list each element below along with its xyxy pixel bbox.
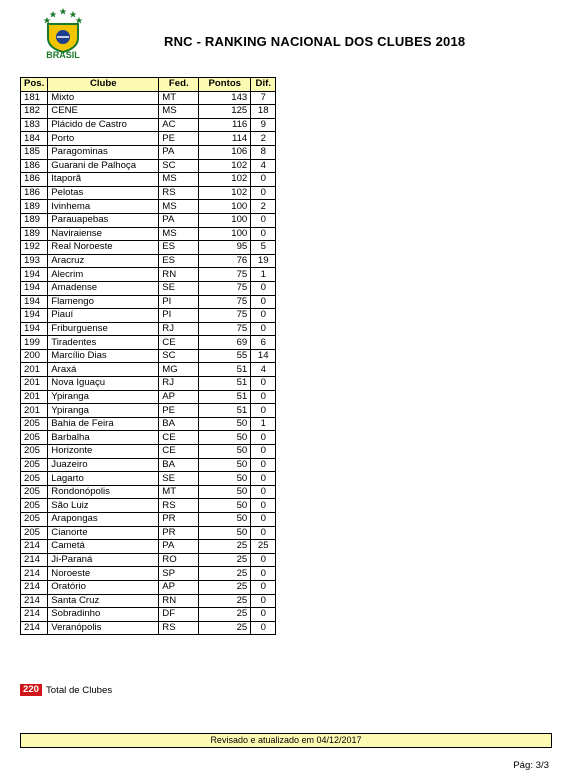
cell-dif: 0 — [251, 295, 276, 309]
column-header-fed: Fed. — [159, 78, 199, 92]
cell-fed: PA — [159, 213, 199, 227]
cell-clube: Oratório — [48, 580, 159, 594]
cell-fed: AC — [159, 118, 199, 132]
cell-dif: 0 — [251, 513, 276, 527]
cell-clube: Horizonte — [48, 445, 159, 459]
cell-fed: PR — [159, 513, 199, 527]
cell-dif: 0 — [251, 458, 276, 472]
cell-fed: RS — [159, 186, 199, 200]
cell-pos: 185 — [21, 145, 48, 159]
table-row — [21, 159, 276, 173]
cell-clube: Parauapebas — [48, 213, 159, 227]
cell-pos: 201 — [21, 363, 48, 377]
cell-pos: 214 — [21, 553, 48, 567]
table-row — [21, 295, 276, 309]
cell-dif: 8 — [251, 145, 276, 159]
cell-clube: Veranópolis — [48, 621, 159, 635]
cell-pontos: 25 — [199, 567, 251, 581]
cell-clube: Ypiranga — [48, 390, 159, 404]
cell-pos: 205 — [21, 445, 48, 459]
cell-dif: 0 — [251, 594, 276, 608]
cell-fed: CE — [159, 445, 199, 459]
cell-pos: 205 — [21, 485, 48, 499]
cell-pos: 201 — [21, 390, 48, 404]
total-clubs-label: Total de Clubes — [46, 684, 113, 696]
cell-clube: Lagarto — [48, 472, 159, 486]
cell-pos: 201 — [21, 377, 48, 391]
cell-fed: MS — [159, 227, 199, 241]
cell-pontos: 75 — [199, 281, 251, 295]
cell-dif: 14 — [251, 349, 276, 363]
table-row — [21, 132, 276, 146]
table-row — [21, 499, 276, 513]
table-row — [21, 241, 276, 255]
cell-pos: 214 — [21, 580, 48, 594]
table-row — [21, 458, 276, 472]
cell-dif: 0 — [251, 404, 276, 418]
cell-fed: SC — [159, 349, 199, 363]
cell-dif: 0 — [251, 281, 276, 295]
table-row — [21, 621, 276, 635]
cell-pontos: 50 — [199, 472, 251, 486]
cell-clube: Sobradinho — [48, 608, 159, 622]
cell-clube: Arapongas — [48, 513, 159, 527]
cell-fed: CE — [159, 431, 199, 445]
cell-dif: 0 — [251, 553, 276, 567]
cell-clube: Aracruz — [48, 254, 159, 268]
cell-dif: 0 — [251, 608, 276, 622]
cell-pontos: 25 — [199, 608, 251, 622]
cell-pontos: 100 — [199, 213, 251, 227]
cell-dif: 18 — [251, 105, 276, 119]
cell-dif: 0 — [251, 322, 276, 336]
cell-dif: 2 — [251, 132, 276, 146]
cell-clube: Alecrim — [48, 268, 159, 282]
table-row — [21, 363, 276, 377]
cell-pontos: 100 — [199, 200, 251, 214]
cell-dif: 4 — [251, 159, 276, 173]
cell-clube: Naviraiense — [48, 227, 159, 241]
cell-clube: Flamengo — [48, 295, 159, 309]
cell-clube: Piauí — [48, 309, 159, 323]
cell-pontos: 102 — [199, 186, 251, 200]
revision-note: Revisado e atualizado em 04/12/2017 — [20, 733, 552, 748]
cell-dif: 0 — [251, 445, 276, 459]
cell-pontos: 50 — [199, 431, 251, 445]
cell-pontos: 51 — [199, 404, 251, 418]
cell-clube: Ivinhema — [48, 200, 159, 214]
cell-dif: 9 — [251, 118, 276, 132]
cell-clube: Nova Iguaçu — [48, 377, 159, 391]
cell-fed: AP — [159, 580, 199, 594]
cell-fed: AP — [159, 390, 199, 404]
cell-fed: MS — [159, 200, 199, 214]
cell-pontos: 143 — [199, 91, 251, 105]
table-row — [21, 254, 276, 268]
cell-fed: MS — [159, 105, 199, 119]
table-header-row — [21, 78, 276, 92]
cell-dif: 0 — [251, 186, 276, 200]
cell-pontos: 51 — [199, 363, 251, 377]
table-row — [21, 336, 276, 350]
cell-clube: CENE — [48, 105, 159, 119]
cell-fed: RJ — [159, 322, 199, 336]
cell-pontos: 50 — [199, 485, 251, 499]
cell-clube: Santa Cruz — [48, 594, 159, 608]
cell-clube: Friburguense — [48, 322, 159, 336]
total-clubs — [20, 684, 112, 696]
cell-dif: 0 — [251, 499, 276, 513]
cell-clube: Noroeste — [48, 567, 159, 581]
cell-dif: 0 — [251, 472, 276, 486]
table-row — [21, 200, 276, 214]
cell-clube: Tiradentes — [48, 336, 159, 350]
cell-pos: 205 — [21, 526, 48, 540]
page-title: RNC - RANKING NACIONAL DOS CLUBES 2018 — [164, 34, 466, 49]
cell-pos: 200 — [21, 349, 48, 363]
cell-clube: Ypiranga — [48, 404, 159, 418]
cell-fed: PA — [159, 540, 199, 554]
cell-pos: 199 — [21, 336, 48, 350]
cell-pontos: 75 — [199, 268, 251, 282]
cell-clube: Plácido de Castro — [48, 118, 159, 132]
cell-dif: 6 — [251, 336, 276, 350]
cell-dif: 0 — [251, 580, 276, 594]
cell-pontos: 50 — [199, 526, 251, 540]
cell-dif: 0 — [251, 526, 276, 540]
cell-clube: Real Noroeste — [48, 241, 159, 255]
column-header-clube: Clube — [48, 78, 159, 92]
logo-text: BRASIL — [46, 50, 80, 60]
cell-clube: Ji-Paraná — [48, 553, 159, 567]
cell-dif: 0 — [251, 621, 276, 635]
cell-pontos: 51 — [199, 390, 251, 404]
cell-pos: 194 — [21, 309, 48, 323]
cell-pos: 205 — [21, 458, 48, 472]
cell-fed: RS — [159, 621, 199, 635]
table-row — [21, 485, 276, 499]
cell-pos: 194 — [21, 281, 48, 295]
table-row — [21, 445, 276, 459]
cell-pos: 214 — [21, 594, 48, 608]
cell-clube: Itaporã — [48, 173, 159, 187]
cell-pos: 194 — [21, 295, 48, 309]
cell-pos: 189 — [21, 227, 48, 241]
cell-pontos: 102 — [199, 173, 251, 187]
cell-fed: MT — [159, 91, 199, 105]
total-clubs-badge: 220 — [20, 684, 42, 696]
table-row — [21, 145, 276, 159]
cell-pontos: 25 — [199, 594, 251, 608]
table-row — [21, 281, 276, 295]
cell-pontos: 75 — [199, 295, 251, 309]
cell-clube: Rondonópolis — [48, 485, 159, 499]
cell-clube: Bahia de Feira — [48, 417, 159, 431]
cell-dif: 0 — [251, 309, 276, 323]
page-number: Pág: 3/3 — [513, 760, 549, 771]
table-row — [21, 105, 276, 119]
table-row — [21, 186, 276, 200]
cell-clube: Marcílio Dias — [48, 349, 159, 363]
cell-fed: PA — [159, 145, 199, 159]
table-row — [21, 349, 276, 363]
cell-fed: RS — [159, 499, 199, 513]
cell-pos: 205 — [21, 499, 48, 513]
table-row — [21, 594, 276, 608]
cell-fed: MS — [159, 173, 199, 187]
cell-clube: São Luiz — [48, 499, 159, 513]
cell-fed: RN — [159, 594, 199, 608]
cell-pontos: 50 — [199, 499, 251, 513]
cell-pos: 205 — [21, 472, 48, 486]
cell-fed: CE — [159, 336, 199, 350]
cell-fed: RN — [159, 268, 199, 282]
cell-pontos: 114 — [199, 132, 251, 146]
table-row — [21, 268, 276, 282]
cell-pos: 182 — [21, 105, 48, 119]
cell-pontos: 25 — [199, 621, 251, 635]
cell-clube: Mixto — [48, 91, 159, 105]
ranking-table-body — [21, 91, 276, 635]
cell-clube: Cianorte — [48, 526, 159, 540]
cell-clube: Cametá — [48, 540, 159, 554]
cell-fed: MG — [159, 363, 199, 377]
cell-pontos: 25 — [199, 580, 251, 594]
cell-dif: 25 — [251, 540, 276, 554]
cell-dif: 0 — [251, 485, 276, 499]
cell-pos: 214 — [21, 567, 48, 581]
cell-pos: 189 — [21, 200, 48, 214]
cell-pontos: 75 — [199, 309, 251, 323]
cell-pontos: 106 — [199, 145, 251, 159]
table-row — [21, 227, 276, 241]
cell-fed: PE — [159, 404, 199, 418]
cell-fed: RO — [159, 553, 199, 567]
cell-dif: 0 — [251, 377, 276, 391]
table-row — [21, 91, 276, 105]
cell-dif: 0 — [251, 213, 276, 227]
cell-pos: 205 — [21, 431, 48, 445]
cell-fed: SE — [159, 472, 199, 486]
cell-fed: MT — [159, 485, 199, 499]
cell-pos: 189 — [21, 213, 48, 227]
cell-dif: 5 — [251, 241, 276, 255]
cell-fed: RJ — [159, 377, 199, 391]
cell-pos: 205 — [21, 513, 48, 527]
table-row — [21, 608, 276, 622]
table-row — [21, 567, 276, 581]
cell-fed: DF — [159, 608, 199, 622]
cell-pos: 205 — [21, 417, 48, 431]
cell-dif: 1 — [251, 268, 276, 282]
cell-fed: PI — [159, 309, 199, 323]
cell-pontos: 125 — [199, 105, 251, 119]
table-row — [21, 417, 276, 431]
cell-fed: ES — [159, 241, 199, 255]
cell-pontos: 75 — [199, 322, 251, 336]
cell-pontos: 50 — [199, 445, 251, 459]
cell-pontos: 69 — [199, 336, 251, 350]
cell-dif: 0 — [251, 173, 276, 187]
table-row — [21, 472, 276, 486]
cell-pos: 181 — [21, 91, 48, 105]
cell-pos: 194 — [21, 268, 48, 282]
cell-pontos: 100 — [199, 227, 251, 241]
cell-fed: BA — [159, 458, 199, 472]
table-row — [21, 431, 276, 445]
cell-pontos: 95 — [199, 241, 251, 255]
table-row — [21, 377, 276, 391]
table-row — [21, 513, 276, 527]
cell-clube: Porto — [48, 132, 159, 146]
cell-pos: 186 — [21, 173, 48, 187]
cell-pos: 214 — [21, 540, 48, 554]
column-header-pos: Pos. — [21, 78, 48, 92]
table-row — [21, 309, 276, 323]
cell-pontos: 116 — [199, 118, 251, 132]
cell-pos: 192 — [21, 241, 48, 255]
cell-pos: 201 — [21, 404, 48, 418]
table-row — [21, 322, 276, 336]
cell-clube: Barbalha — [48, 431, 159, 445]
cell-clube: Pelotas — [48, 186, 159, 200]
cell-pontos: 102 — [199, 159, 251, 173]
cell-pos: 186 — [21, 159, 48, 173]
table-row — [21, 404, 276, 418]
cell-clube: Guarani de Palhoça — [48, 159, 159, 173]
cell-fed: BA — [159, 417, 199, 431]
cell-pontos: 50 — [199, 513, 251, 527]
table-row — [21, 540, 276, 554]
cell-dif: 4 — [251, 363, 276, 377]
cell-pos: 184 — [21, 132, 48, 146]
cell-dif: 19 — [251, 254, 276, 268]
cell-pos: 194 — [21, 322, 48, 336]
column-header-dif: Dif. — [251, 78, 276, 92]
cell-clube: Amadense — [48, 281, 159, 295]
cell-pos: 183 — [21, 118, 48, 132]
table-row — [21, 213, 276, 227]
cell-pontos: 50 — [199, 458, 251, 472]
table-row — [21, 173, 276, 187]
cell-clube: Juazeiro — [48, 458, 159, 472]
table-row — [21, 390, 276, 404]
cell-pontos: 50 — [199, 417, 251, 431]
cell-dif: 2 — [251, 200, 276, 214]
cell-pontos: 25 — [199, 553, 251, 567]
cell-fed: PR — [159, 526, 199, 540]
cell-dif: 1 — [251, 417, 276, 431]
table-row — [21, 580, 276, 594]
table-row — [21, 118, 276, 132]
column-header-pontos: Pontos — [199, 78, 251, 92]
cell-pos: 214 — [21, 621, 48, 635]
cell-dif: 0 — [251, 431, 276, 445]
cell-pontos: 25 — [199, 540, 251, 554]
cell-pos: 193 — [21, 254, 48, 268]
cbf-crest-icon — [40, 8, 86, 70]
ranking-table — [20, 77, 276, 635]
cell-dif: 0 — [251, 567, 276, 581]
cell-fed: PI — [159, 295, 199, 309]
cell-clube: Araxá — [48, 363, 159, 377]
cell-fed: ES — [159, 254, 199, 268]
cell-fed: PE — [159, 132, 199, 146]
cell-fed: SE — [159, 281, 199, 295]
cell-pos: 214 — [21, 608, 48, 622]
cell-fed: SP — [159, 567, 199, 581]
cell-dif: 0 — [251, 227, 276, 241]
cell-pontos: 51 — [199, 377, 251, 391]
table-row — [21, 553, 276, 567]
cell-fed: SC — [159, 159, 199, 173]
cell-clube: Paragominas — [48, 145, 159, 159]
cell-pos: 186 — [21, 186, 48, 200]
table-row — [21, 526, 276, 540]
cell-dif: 0 — [251, 390, 276, 404]
cell-pontos: 55 — [199, 349, 251, 363]
cell-pontos: 76 — [199, 254, 251, 268]
cell-dif: 7 — [251, 91, 276, 105]
